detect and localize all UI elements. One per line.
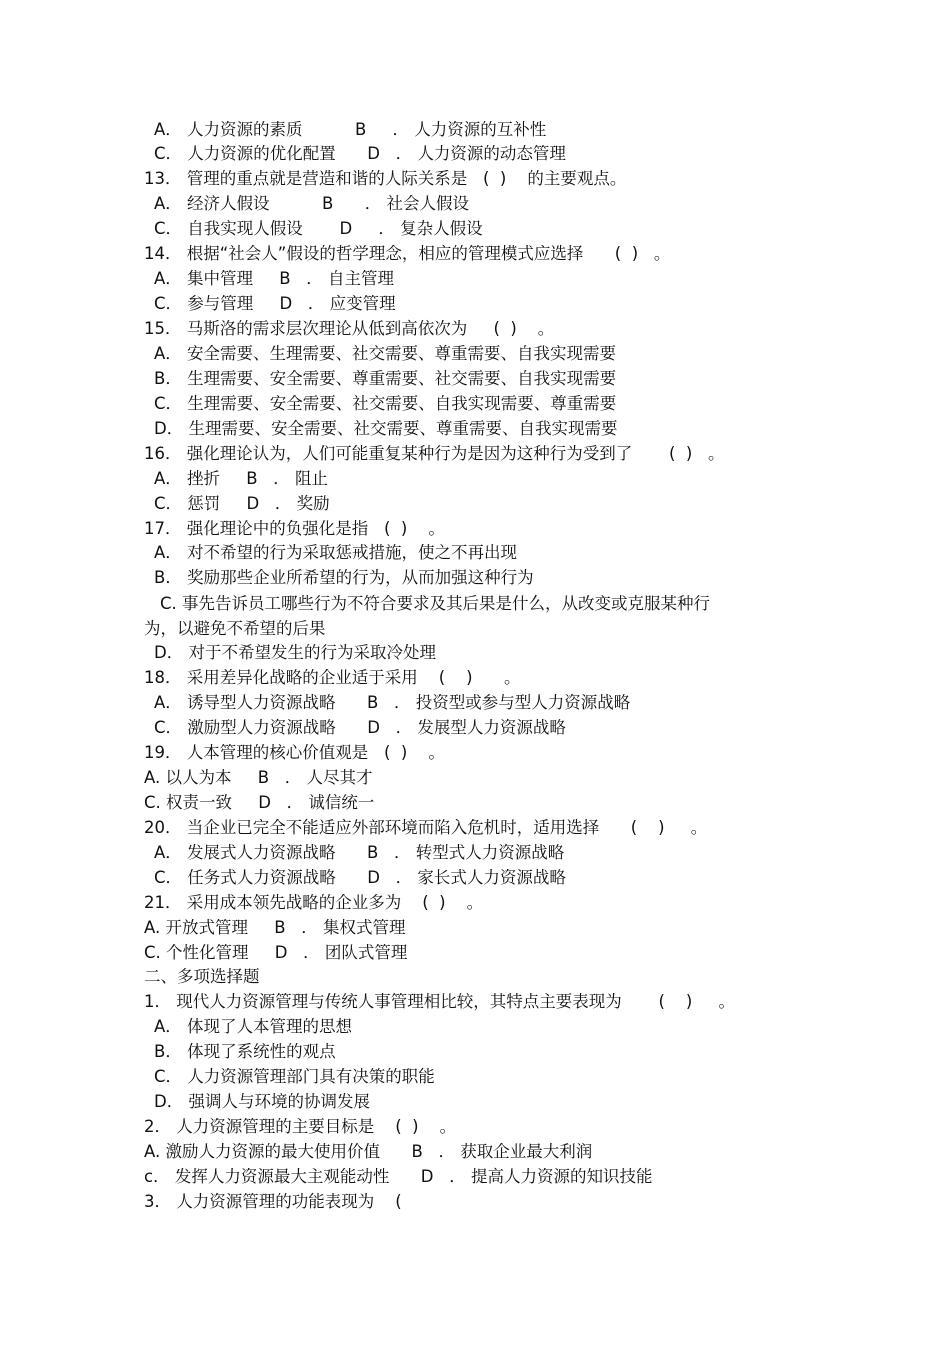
option-line: A． 对不希望的行为采取惩戒措施，使之不再出现: [154, 543, 518, 562]
option-line: A． 集中管理 B ． 自主管理: [154, 269, 395, 288]
question-line: 16． 强化理论认为，人们可能重复某种行为是因为这种行为受到了 ( ) 。: [144, 444, 725, 463]
question-line: 2． 人力资源管理的主要目标是 ( ) 。: [144, 1117, 457, 1136]
option-line: B． 体现了系统性的观点: [154, 1042, 336, 1061]
option-line: C． 人力资源的优化配置 D ． 人力资源的动态管理: [154, 144, 566, 163]
option-line: B． 奖励那些企业所希望的行为，从而加强这种行为: [154, 568, 534, 587]
option-line: C． 参与管理 D ． 应变管理: [154, 294, 396, 313]
option-line: A． 安全需要、生理需要、社交需要、尊重需要、自我实现需要: [154, 344, 617, 363]
option-line: C． 自我实现人假设 D ． 复杂人假设: [154, 219, 483, 238]
option-line: A. 开放式管理 B ． 集权式管理: [144, 918, 406, 937]
option-line: A． 体现了人本管理的思想: [154, 1017, 353, 1036]
question-line: 21． 采用成本领先战略的企业多为 ( ) 。: [144, 893, 484, 912]
question-line: 15． 马斯洛的需求层次理论从低到高依次为 ( ) 。: [144, 319, 555, 338]
option-line: A． 人力资源的素质 B ． 人力资源的互补性: [154, 120, 547, 139]
option-line: A. 激励人力资源的最大使用价值 B ． 获取企业最大利润: [144, 1142, 593, 1161]
option-line: A． 经济人假设 B ． 社会人假设: [154, 194, 470, 213]
option-line: A. 以人为本 B ． 人尽其才: [144, 768, 373, 787]
question-line: 13． 管理的重点就是营造和谐的人际关系是 ( ) 的主要观点。: [144, 169, 627, 188]
question-line: 17． 强化理论中的负强化是指 ( ) 。: [144, 519, 445, 538]
option-line: D． 生理需要、安全需要、社交需要、尊重需要、自我实现需要: [154, 419, 618, 438]
option-line: A． 挫折 B ． 阻止: [154, 469, 329, 488]
question-line: 19． 人本管理的核心价值观是 ( ) 。: [144, 743, 445, 762]
option-line: A． 诱导型人力资源战略 B ． 投资型或参与型人力资源战略: [154, 693, 631, 712]
question-line: 20． 当企业已完全不能适应外部环境而陷入危机时，适用选择 ( ) 。: [144, 818, 708, 837]
option-line: C． 任务式人力资源战略 D ． 家长式人力资源战略: [154, 868, 566, 887]
question-line: 14． 根据“社会人”假设的哲学理念，相应的管理模式应选择 ( ) 。: [144, 244, 671, 263]
section-heading: 二、多项选择题: [144, 967, 260, 986]
question-line: 1． 现代人力资源管理与传统人事管理相比较，其特点主要表现为 ( ) 。: [144, 992, 736, 1011]
option-line-continued: 为，以避免不希望的后果: [144, 619, 326, 638]
option-line: C. 个性化管理 D ． 团队式管理: [144, 943, 408, 962]
option-line: A． 发展式人力资源战略 B ． 转型式人力资源战略: [154, 843, 565, 862]
question-line: 3． 人力资源管理的功能表现为 (: [144, 1192, 402, 1211]
option-line: C. 事先告诉员工哪些行为不符合要求及其后果是什么，从改变或克服某种行: [160, 594, 711, 613]
option-line: C． 生理需要、安全需要、社交需要、自我实现需要、尊重需要: [154, 394, 617, 413]
option-line: C． 人力资源管理部门具有决策的职能: [154, 1067, 435, 1086]
option-line: D． 对于不希望发生的行为采取冷处理: [154, 643, 436, 662]
option-line: c． 发挥人力资源最大主观能动性 D ． 提高人力资源的知识技能: [144, 1167, 653, 1186]
option-line: C. 权责一致 D ． 诚信统一: [144, 793, 375, 812]
option-line: D． 强调人与环境的协调发展: [154, 1092, 370, 1111]
question-line: 18． 采用差异化战略的企业适于采用 ( ) 。: [144, 668, 521, 687]
option-line: C． 激励型人力资源战略 D ． 发展型人力资源战略: [154, 718, 566, 737]
option-line: B． 生理需要、安全需要、尊重需要、社交需要、自我实现需要: [154, 369, 617, 388]
option-line: C． 惩罚 D ． 奖励: [154, 494, 330, 513]
